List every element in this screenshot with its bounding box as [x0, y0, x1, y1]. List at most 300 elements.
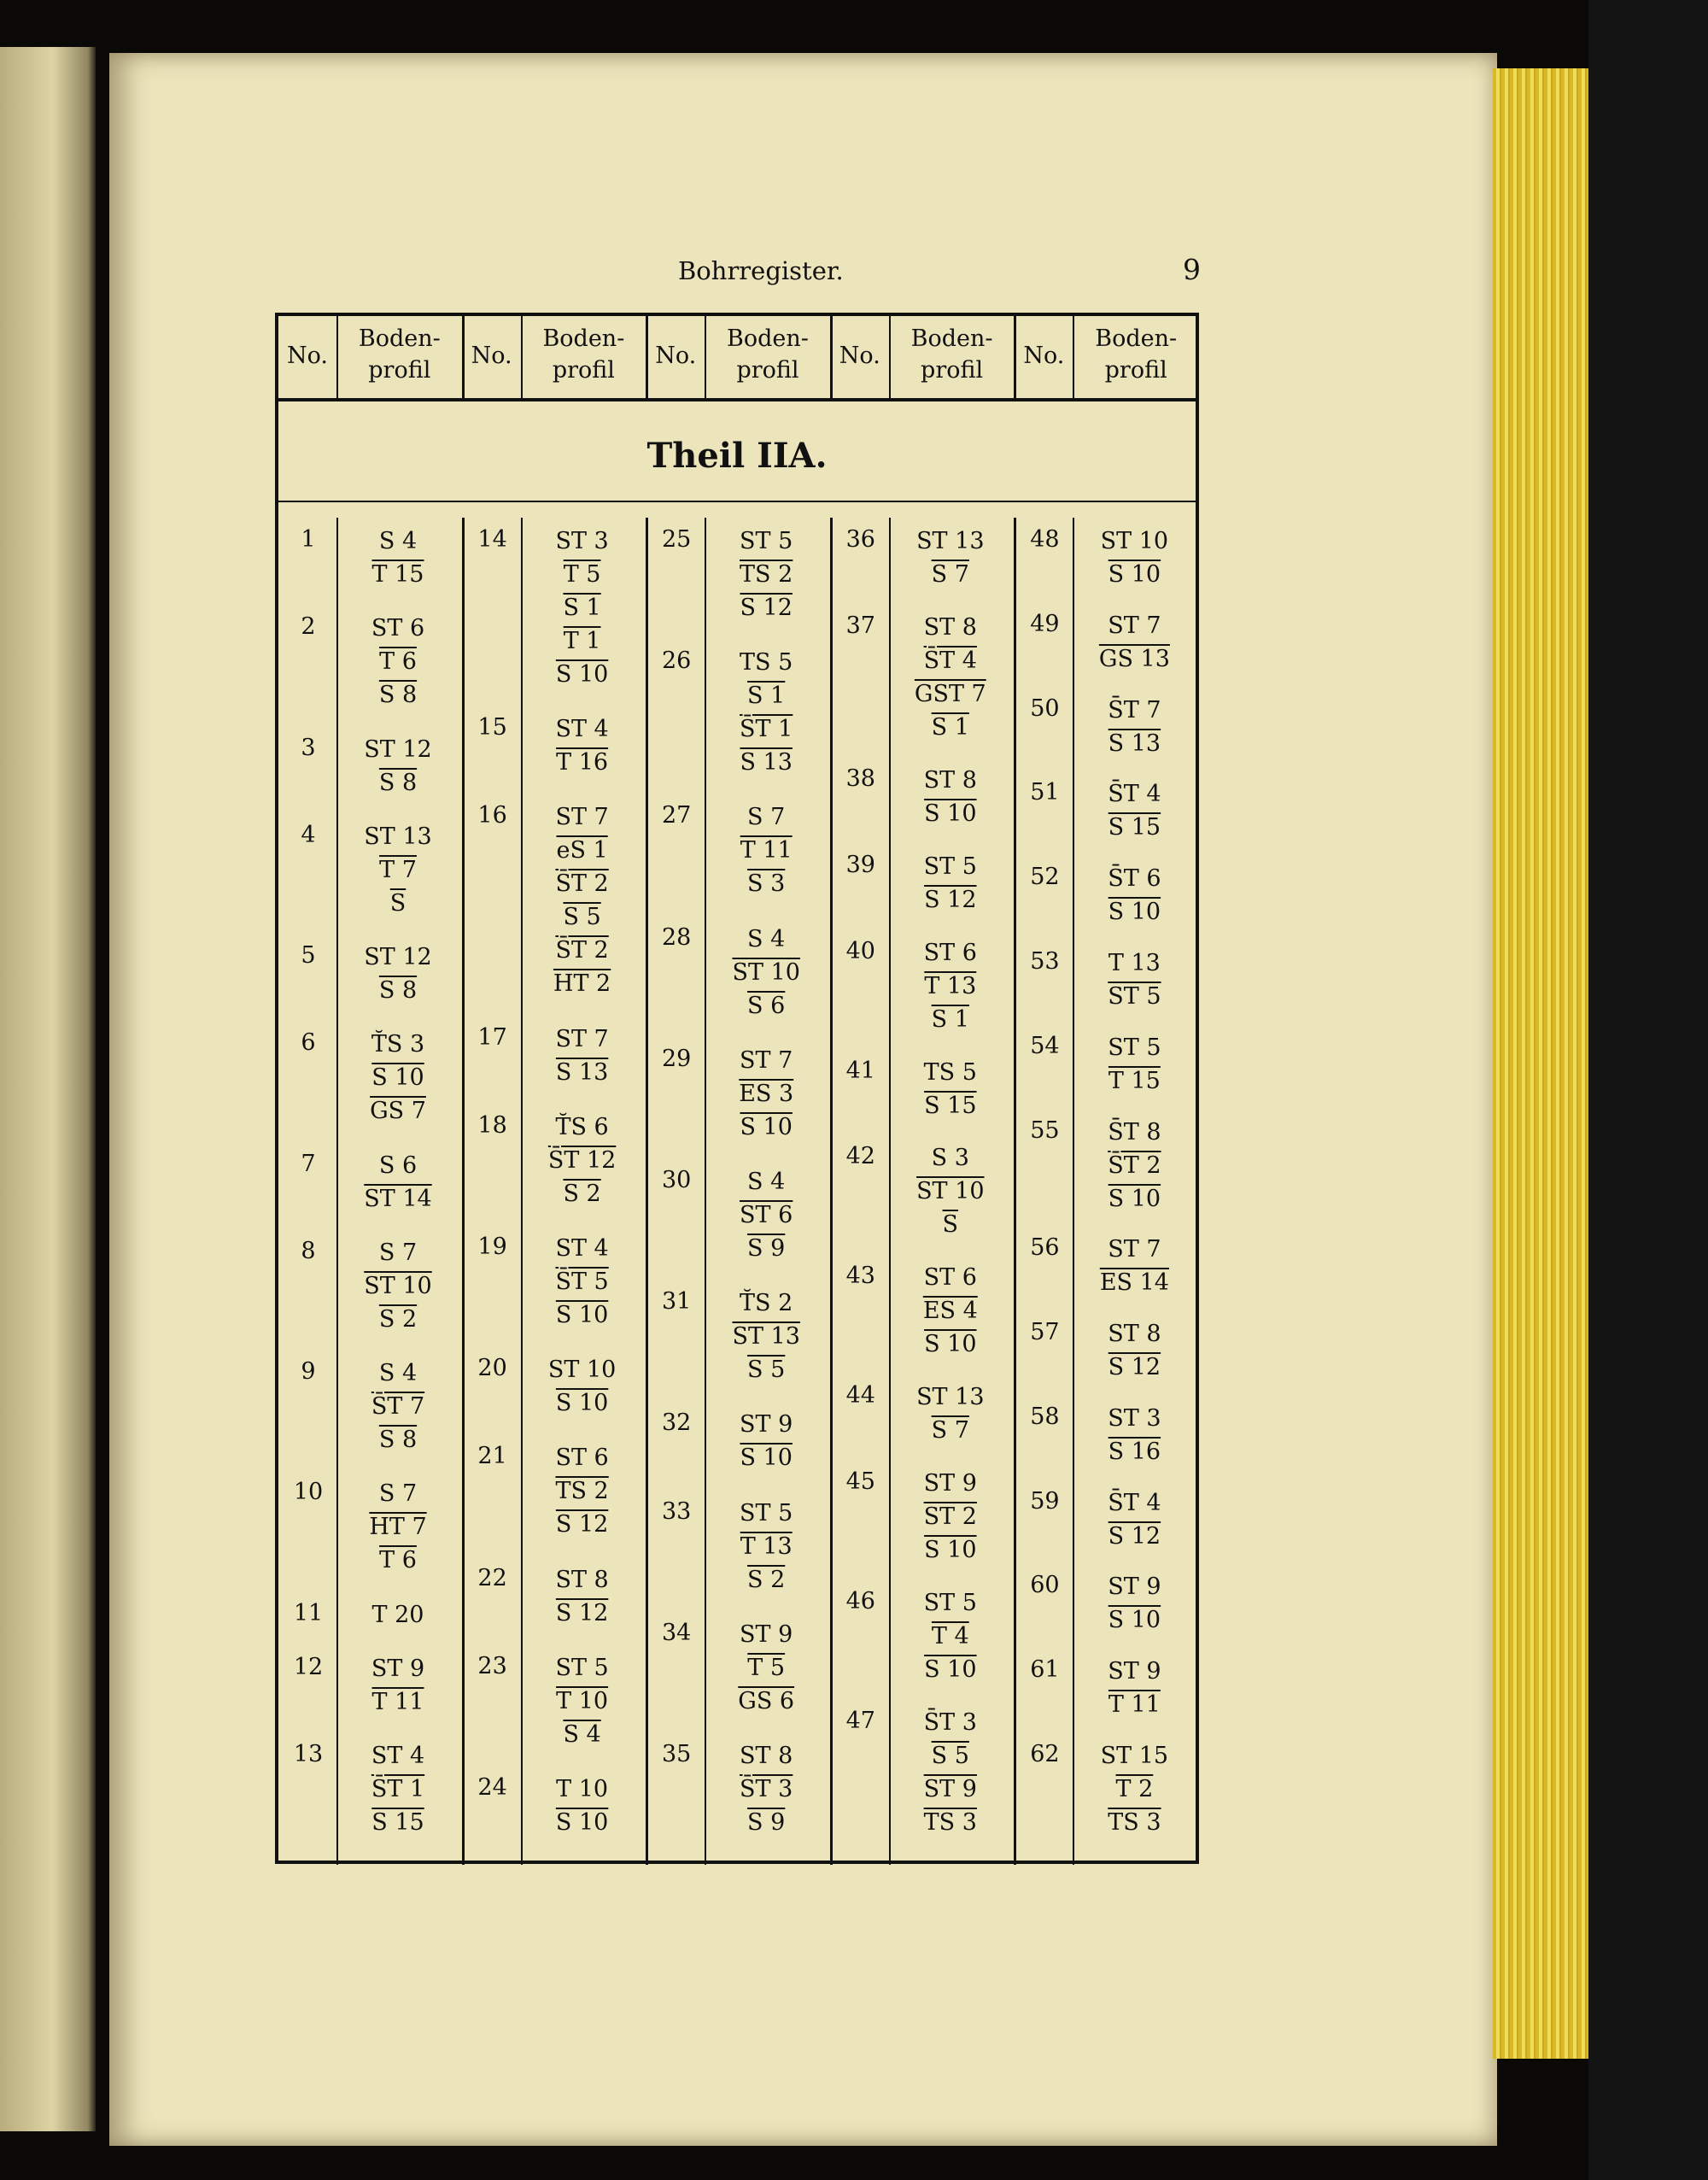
profile-layer: ST 5 — [1108, 1034, 1161, 1061]
page-edges — [1493, 68, 1595, 2059]
profile-layer: ST 10 — [1100, 528, 1169, 554]
profile-layer: ST 9 — [923, 1470, 977, 1497]
profile-layer: S̄T 2 — [555, 937, 609, 964]
profile-layer: ST 8 — [923, 766, 977, 794]
profile-layer: ST 5 — [1108, 982, 1161, 1010]
profile-layer: ST 5 — [923, 853, 977, 880]
boring-number: 14 — [477, 526, 507, 553]
header-no: No. — [1023, 343, 1065, 369]
profile-layer: ST 12 — [364, 735, 432, 763]
boring-number: 45 — [845, 1468, 875, 1496]
profile-layer: T 16 — [556, 749, 609, 776]
boring-number: 41 — [845, 1057, 875, 1084]
profile-layer: ST 9 — [1108, 1658, 1161, 1685]
soil-profile — [908, 1586, 993, 1686]
profile-layer: $\overline{S}$ — [942, 1211, 959, 1239]
boring-number: 35 — [662, 1741, 692, 1767]
profile-layer: T 13 — [740, 1532, 793, 1560]
profile-layer: T 10 — [556, 1776, 609, 1802]
profile-layer: S 10 — [924, 1537, 977, 1564]
profile-layer: S 4 — [747, 925, 786, 952]
profile-layer: S 5 — [563, 904, 601, 931]
boring-number: 28 — [662, 923, 692, 951]
profile-layer: ST 9 — [371, 1655, 425, 1682]
profile-layer: S 1 — [931, 713, 969, 741]
soil-profile — [355, 1477, 441, 1577]
boring-number: 36 — [845, 526, 875, 553]
profile-layer: ES 3 — [739, 1080, 794, 1107]
profile-layer: S 12 — [740, 595, 793, 621]
profile-layer: S̄T 2 — [555, 870, 609, 898]
profile-layer: S 10 — [555, 1809, 609, 1836]
boring-number: 49 — [1030, 610, 1060, 637]
boring-number: 16 — [477, 802, 507, 829]
profile-layer: S 12 — [924, 886, 977, 913]
profile-layer: T 13 — [1108, 949, 1161, 976]
boring-number: 56 — [1030, 1234, 1060, 1262]
soil-profile — [723, 800, 809, 900]
book-cover — [1588, 0, 1708, 2180]
profile-layer: T 10 — [556, 1687, 609, 1714]
profile-layer: ES 14 — [1099, 1269, 1169, 1297]
profile-layer: S̄T 7 — [371, 1393, 425, 1420]
boring-number: 48 — [1030, 526, 1060, 553]
soil-profile — [1091, 1317, 1177, 1384]
profile-layer: S̄T 3 — [923, 1709, 977, 1736]
profile-layer: ST 4 — [555, 1235, 609, 1262]
profile-layer: ST 12 — [364, 944, 432, 970]
profile-layer: S 7 — [378, 1480, 418, 1508]
boring-number: 46 — [845, 1588, 875, 1615]
profile-layer: T̆S 2 — [740, 1290, 793, 1317]
profile-layer: S 15 — [1108, 814, 1161, 841]
boring-number: 22 — [477, 1564, 507, 1591]
boring-number: 59 — [1030, 1487, 1060, 1515]
soil-profile — [908, 1261, 993, 1361]
soil-profile — [540, 524, 625, 691]
boring-number: 7 — [301, 1150, 316, 1177]
soil-profile — [908, 1056, 993, 1122]
header-bodenprofil: Boden- profil — [1095, 325, 1178, 384]
profile-layer: S 8 — [378, 977, 418, 1004]
profile-layer: ST 8 — [740, 1743, 793, 1769]
soil-profile — [908, 1380, 993, 1447]
boring-number: 33 — [662, 1497, 692, 1525]
profile-layer: TS 2 — [555, 1478, 609, 1505]
soil-profile — [1091, 609, 1177, 676]
profile-layer: S 10 — [1108, 1185, 1161, 1212]
soil-profile — [1091, 1739, 1177, 1839]
profile-layer: GS 13 — [1098, 645, 1170, 672]
profile-layer: S 7 — [931, 1417, 969, 1445]
profile-layer: ST 7 — [1108, 612, 1161, 639]
soil-profile — [723, 1618, 809, 1718]
profile-layer: S 10 — [1108, 561, 1161, 588]
profile-layer: ST 6 — [923, 1264, 977, 1292]
soil-profile — [540, 712, 625, 779]
profile-layer: ST 2 — [923, 1503, 977, 1531]
soil-profile — [540, 1773, 625, 1839]
profile-layer: GS 6 — [738, 1687, 795, 1714]
profile-layer: ST 10 — [547, 1357, 617, 1384]
soil-profile — [540, 1353, 625, 1420]
profile-layer: ST 3 — [555, 528, 609, 554]
profile-layer: ST 13 — [732, 1323, 800, 1351]
profile-layer: T 11 — [1108, 1691, 1161, 1719]
profile-layer: T̆S 3 — [371, 1031, 425, 1058]
soil-profile — [355, 1739, 441, 1839]
soil-profile — [723, 1165, 809, 1265]
profile-layer: S 12 — [555, 1599, 609, 1626]
boring-number: 47 — [845, 1708, 875, 1734]
soil-profile — [355, 1357, 441, 1456]
boring-number: 40 — [845, 937, 875, 964]
boring-number: 2 — [301, 613, 316, 641]
profile-layer: S 2 — [378, 1305, 418, 1333]
column-separator — [830, 518, 833, 1865]
profile-layer: S 1 — [747, 683, 786, 710]
profile-layer: T 4 — [931, 1623, 969, 1650]
boring-number: 34 — [662, 1619, 692, 1646]
profile-layer: S 10 — [924, 800, 977, 827]
section-rule — [278, 501, 1196, 502]
profile-layer: T 11 — [740, 837, 793, 864]
profile-layer: T 6 — [379, 1547, 417, 1574]
boring-number: 25 — [662, 526, 692, 553]
profile-layer: T 15 — [1108, 1067, 1161, 1094]
profile-layer: ST 6 — [740, 1202, 793, 1228]
section-title: Theil IIA. — [646, 436, 828, 476]
profile-layer: T 7 — [379, 856, 417, 883]
profile-layer: TS 5 — [923, 1058, 977, 1086]
boring-number: 37 — [845, 612, 875, 639]
boring-number: 15 — [477, 714, 507, 741]
soil-profile — [540, 1563, 625, 1630]
profile-layer: S 3 — [747, 870, 786, 898]
boring-number: 4 — [301, 821, 316, 848]
profile-layer: S 16 — [1108, 1438, 1161, 1465]
boring-number: 42 — [845, 1143, 875, 1170]
profile-layer: S 9 — [747, 1809, 786, 1836]
soil-profile — [540, 1023, 625, 1089]
header-bodenprofil: Boden- profil — [542, 325, 625, 384]
profile-layer: ST 14 — [364, 1185, 432, 1212]
profile-layer: S 6 — [378, 1152, 418, 1179]
boring-number: 58 — [1030, 1403, 1060, 1430]
header-no: No. — [655, 343, 697, 369]
profile-layer: ST 13 — [364, 823, 432, 850]
profile-layer: S 4 — [378, 1360, 418, 1386]
boring-number: 26 — [662, 648, 692, 675]
boring-number: 55 — [1030, 1116, 1060, 1144]
profile-layer: ST 13 — [916, 528, 985, 554]
profile-layer: ST 9 — [1108, 1573, 1161, 1601]
profile-layer: T 13 — [924, 972, 977, 999]
profile-layer: S̄T 6 — [1108, 865, 1161, 893]
boring-number: 1 — [301, 526, 316, 553]
profile-layer: S̄T 12 — [547, 1146, 617, 1174]
profile-layer: T 20 — [371, 1601, 424, 1628]
soil-profile — [908, 1467, 993, 1567]
profile-layer: ST 8 — [923, 613, 977, 641]
profile-layer: S 7 — [378, 1239, 418, 1266]
profile-layer: ST 5 — [555, 1654, 609, 1681]
header-no: No. — [839, 343, 880, 369]
profile-layer: S̄T 4 — [1108, 781, 1161, 808]
profile-layer: T 11 — [371, 1688, 424, 1715]
soil-profile — [355, 733, 441, 800]
boring-number: 31 — [662, 1288, 692, 1316]
profile-layer: ST 10 — [732, 958, 800, 986]
profile-layer: S 10 — [555, 1302, 609, 1328]
soil-profile — [540, 1651, 625, 1751]
profile-layer: S 10 — [924, 1656, 977, 1684]
profile-layer: S 15 — [371, 1809, 424, 1836]
profile-layer: S 10 — [740, 1445, 793, 1472]
soil-profile — [1091, 1402, 1177, 1468]
boring-number: 62 — [1030, 1741, 1060, 1767]
profile-layer: ST 8 — [555, 1566, 609, 1593]
profile-layer: S̄T 8 — [1108, 1118, 1161, 1146]
soil-profile — [1091, 1486, 1177, 1553]
boring-number: 23 — [477, 1652, 507, 1679]
soil-profile — [540, 1232, 625, 1332]
header-no: No. — [287, 343, 328, 369]
profile-layer: T 1 — [563, 628, 601, 654]
soil-profile — [723, 1286, 809, 1386]
profile-layer: TS 5 — [740, 649, 793, 677]
profile-layer: ST 7 — [555, 1025, 609, 1052]
soil-profile — [1091, 1031, 1177, 1098]
profile-layer: ST 5 — [740, 1499, 793, 1527]
boring-number: 53 — [1030, 947, 1060, 975]
left-page-edge — [0, 47, 96, 2131]
profile-layer: S 1 — [563, 595, 601, 621]
profile-layer: T 2 — [1115, 1776, 1154, 1802]
profile-layer: HT 7 — [369, 1514, 427, 1541]
profile-layer: HT 2 — [553, 970, 611, 998]
boring-number: 44 — [845, 1382, 875, 1409]
header-bodenprofil: Boden- profil — [358, 325, 441, 384]
profile-layer: S̄T 2 — [1108, 1152, 1161, 1179]
boring-number: 13 — [293, 1741, 324, 1767]
profile-layer: S 5 — [747, 1357, 786, 1384]
profile-layer: S 10 — [1108, 1607, 1161, 1634]
boring-number: 39 — [845, 851, 875, 878]
profile-layer: S 10 — [371, 1064, 424, 1092]
header-no: No. — [471, 343, 512, 369]
profile-layer: S̄T 4 — [1108, 1489, 1161, 1516]
profile-layer: ST 4 — [371, 1743, 425, 1769]
inner-separator — [889, 518, 891, 1865]
boring-number: 6 — [301, 1029, 316, 1057]
soil-profile — [1091, 946, 1177, 1013]
profile-layer: ST 10 — [364, 1272, 432, 1299]
soil-profile — [723, 1044, 809, 1144]
profile-layer: $\overline{S}$ — [389, 889, 407, 917]
profile-layer: T 5 — [563, 561, 601, 588]
soil-profile — [540, 800, 625, 1000]
profile-layer: ST 7 — [1108, 1236, 1161, 1263]
header-bodenprofil: Boden- profil — [727, 325, 809, 384]
profile-layer: S 8 — [378, 769, 418, 796]
soil-profile — [355, 820, 441, 920]
profile-layer: T 5 — [747, 1654, 786, 1681]
profile-layer: S̄T 5 — [555, 1269, 609, 1295]
soil-profile — [1091, 1655, 1177, 1721]
boring-number: 18 — [477, 1111, 507, 1139]
boring-number: 3 — [301, 734, 316, 761]
soil-profile — [355, 1652, 441, 1719]
profile-layer: S 15 — [924, 1092, 977, 1119]
soil-profile — [723, 1408, 809, 1474]
profile-layer: TS 3 — [923, 1809, 977, 1836]
profile-layer: S 8 — [378, 1427, 418, 1453]
profile-layer: S̄T 4 — [923, 647, 977, 674]
boring-number: 60 — [1030, 1572, 1060, 1599]
soil-profile — [1091, 694, 1177, 760]
profile-layer: S 4 — [747, 1169, 786, 1195]
profile-layer: ST 3 — [1108, 1404, 1161, 1432]
soil-profile — [723, 1739, 809, 1839]
profile-layer: S 10 — [555, 1390, 609, 1417]
boring-number: 32 — [662, 1409, 692, 1437]
profile-layer: S 2 — [563, 1180, 601, 1207]
profile-layer: eS 1 — [556, 837, 608, 864]
boring-number: 24 — [477, 1774, 507, 1801]
profile-layer: ST 10 — [916, 1178, 985, 1205]
profile-layer: ST 6 — [371, 615, 425, 642]
header-rule — [278, 398, 1196, 401]
profile-layer: S 5 — [931, 1743, 969, 1769]
soil-profile — [723, 646, 809, 779]
profile-layer: GST 7 — [914, 680, 986, 707]
boring-number: 57 — [1030, 1319, 1060, 1346]
profile-layer: ST 5 — [740, 528, 793, 554]
boring-number: 30 — [662, 1167, 692, 1193]
boring-number: 27 — [662, 802, 692, 829]
profile-layer: S 13 — [555, 1058, 609, 1086]
soil-profile — [908, 850, 993, 917]
boring-number: 50 — [1030, 694, 1060, 722]
profile-layer: S 10 — [1108, 899, 1161, 926]
boring-number: 19 — [477, 1234, 507, 1260]
profile-layer: ST 4 — [555, 716, 609, 743]
header-bodenprofil: Boden- profil — [910, 325, 993, 384]
profile-layer: S̄T 3 — [740, 1776, 793, 1802]
soil-profile — [1091, 777, 1177, 844]
soil-profile — [1091, 862, 1177, 929]
soil-profile — [540, 1441, 625, 1541]
profile-layer: ES 4 — [922, 1298, 978, 1325]
profile-layer: TS 3 — [1108, 1809, 1161, 1836]
register-table — [275, 313, 1199, 1864]
profile-layer: S 3 — [931, 1145, 969, 1172]
soil-profile — [355, 1598, 441, 1632]
profile-layer: S 1 — [931, 1005, 969, 1033]
profile-layer: S̄T 1 — [740, 716, 793, 743]
soil-profile — [355, 1236, 441, 1336]
soil-profile — [1091, 1116, 1177, 1216]
soil-profile — [908, 1141, 993, 1241]
boring-number: 61 — [1030, 1656, 1060, 1684]
boring-number: 43 — [845, 1263, 875, 1290]
profile-layer: S̄T 1 — [371, 1776, 425, 1802]
boring-number: 8 — [301, 1237, 316, 1264]
profile-layer: S 12 — [1108, 1354, 1161, 1381]
profile-layer: S 4 — [378, 528, 418, 554]
boring-number: 12 — [293, 1653, 324, 1680]
soil-profile — [723, 1497, 809, 1597]
soil-profile — [355, 612, 441, 712]
soil-profile — [908, 936, 993, 1036]
soil-profile — [1091, 1233, 1177, 1299]
boring-number: 5 — [301, 942, 316, 969]
profile-layer: S 7 — [747, 804, 786, 831]
profile-layer: ST 6 — [555, 1445, 609, 1472]
boring-number: 51 — [1030, 779, 1060, 806]
boring-number: 21 — [477, 1443, 507, 1470]
soil-profile — [540, 1111, 625, 1210]
soil-profile — [723, 524, 809, 624]
profile-layer: ST 8 — [1108, 1321, 1161, 1348]
profile-layer: ST 7 — [740, 1046, 793, 1074]
soil-profile — [908, 1706, 993, 1839]
profile-layer: ST 5 — [923, 1590, 977, 1617]
boring-number: 9 — [301, 1358, 316, 1385]
running-title: Bohrregister. — [678, 256, 844, 285]
profile-layer: S 2 — [747, 1566, 786, 1593]
profile-layer: S 6 — [747, 992, 786, 1019]
profile-layer: S 12 — [555, 1511, 609, 1538]
profile-layer: TS 2 — [740, 561, 793, 588]
profile-layer: S 9 — [747, 1235, 786, 1262]
profile-layer: ST 13 — [916, 1384, 985, 1411]
profile-layer: T̆S 6 — [555, 1113, 609, 1140]
boring-number: 29 — [662, 1045, 692, 1072]
profile-layer: S 10 — [740, 1113, 793, 1140]
profile-layer: ST 9 — [740, 1411, 793, 1439]
soil-profile — [355, 524, 441, 591]
soil-profile — [1091, 1570, 1177, 1637]
soil-profile — [355, 1149, 441, 1216]
profile-layer: S 13 — [1108, 730, 1161, 757]
soil-profile — [355, 1028, 441, 1128]
boring-number: 11 — [293, 1599, 324, 1626]
profile-layer: T 15 — [371, 561, 424, 588]
soil-profile — [355, 941, 441, 1007]
soil-profile — [908, 764, 993, 830]
profile-layer: S 7 — [931, 561, 969, 588]
profile-layer: S 8 — [378, 682, 418, 709]
profile-layer: ST 15 — [1100, 1743, 1169, 1769]
boring-number: 38 — [845, 765, 875, 792]
profile-layer: ST 6 — [923, 939, 977, 966]
profile-layer: T 6 — [379, 648, 417, 676]
profile-layer: ST 9 — [740, 1620, 793, 1648]
profile-layer: S 12 — [1108, 1522, 1161, 1550]
page-number: 9 — [1183, 253, 1201, 286]
boring-number: 54 — [1030, 1032, 1060, 1059]
profile-layer: S 10 — [924, 1331, 977, 1358]
boring-number: 17 — [477, 1023, 507, 1051]
soil-profile — [908, 524, 993, 591]
soil-profile — [908, 611, 993, 744]
boring-number: 10 — [293, 1479, 324, 1506]
profile-layer: S 10 — [555, 661, 609, 688]
profile-layer: ST 7 — [555, 804, 609, 831]
profile-layer: S 4 — [563, 1720, 601, 1748]
